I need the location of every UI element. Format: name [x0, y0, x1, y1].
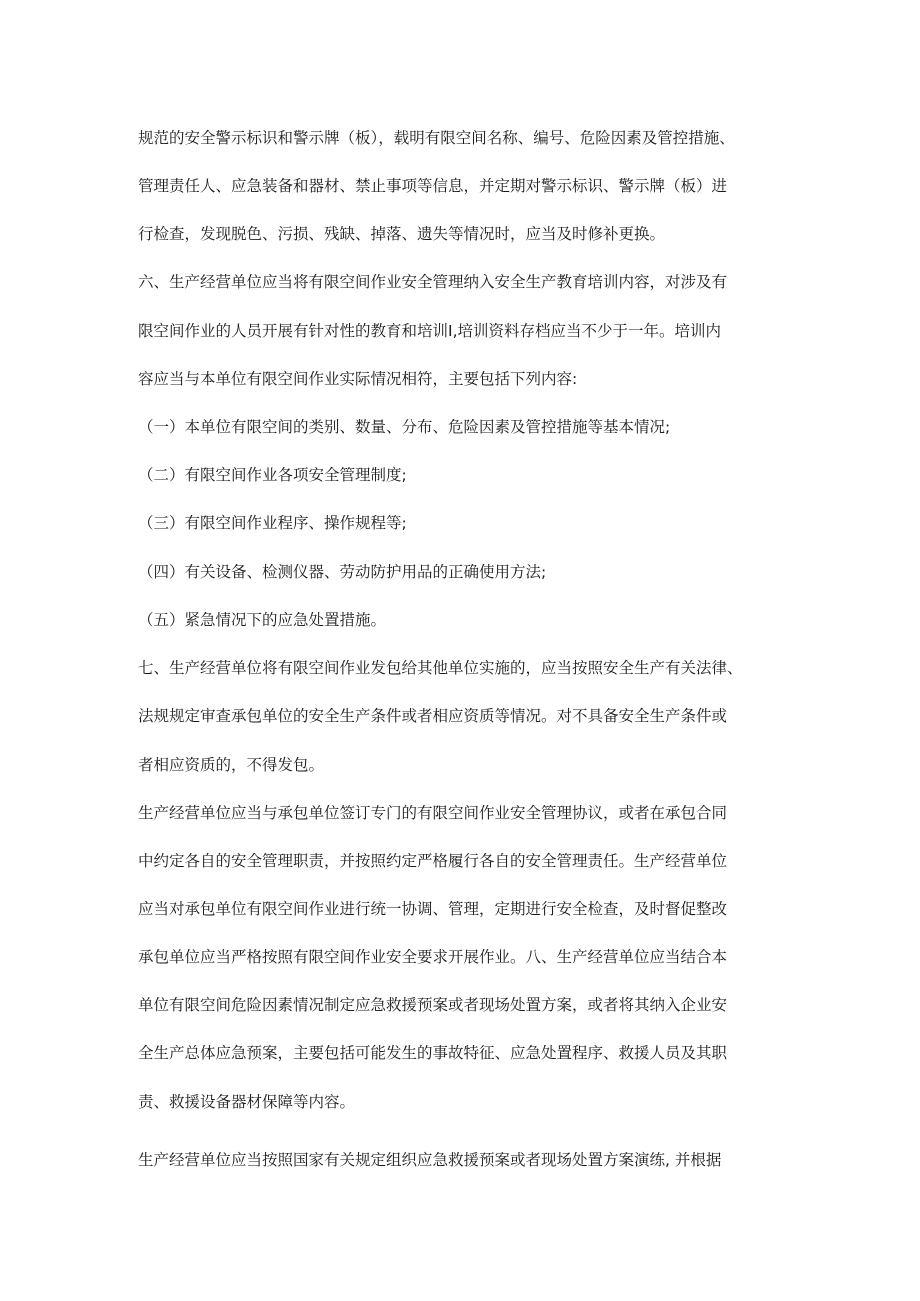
- text-line: 者相应资质的，不得发包。: [138, 756, 325, 774]
- text-line: 全生产总体应急预案，主要包括可能发生的事故特征、应急处置程序、救援人员及其职: [138, 1044, 728, 1062]
- list-item: （二）有限空间作业各项安全管理制度;: [138, 466, 407, 484]
- text-line: 中约定各自的安全管理职责，并按照约定严格履行各自的安全管理责任。生产经营单位: [138, 852, 728, 870]
- text-line: 生产经营单位应当与承包单位签订专门的有限空间作业安全管理协议，或者在承包合同: [138, 804, 728, 822]
- text-line: 限空间作业的人员开展有针对性的教育和培训I,培训资料存档应当不少于一年。培训内: [138, 322, 722, 340]
- text-line: 责、救援设备器材保障等内容。: [138, 1093, 356, 1111]
- text-line: 生产经营单位应当按照国家有关规定组织应急救援预案或者现场处置方案演练, 并根据: [138, 1151, 722, 1169]
- text-line: 法规规定审查承包单位的安全生产条件或者相应资质等情况。对不具备安全生产条件或: [138, 707, 728, 725]
- text-line: 七、生产经营单位将有限空间作业发包给其他单位实施的，应当按照安全生产有关法律、: [138, 659, 743, 677]
- text-line: 规范的安全警示标识和警示牌（板），载明有限空间名称、编号、危险因素及管控措施、: [138, 129, 735, 147]
- text-line: 管理责任人、应急装备和器材、禁止事项等信息，并定期对警示标识、警示牌（板）进: [138, 177, 728, 195]
- text-line: 容应当与本单位有限空间作业实际情况相符，主要包括下列内容:: [138, 370, 578, 388]
- text-line: 行检查，发现脱色、污损、残缺、掉落、遗失等情况时，应当及时修补更换。: [138, 225, 666, 243]
- text-line: 承包单位应当严格按照有限空间作业安全要求开展作业。八、生产经营单位应当结合本: [138, 948, 728, 966]
- text-line: 单位有限空间危险因素情况制定应急救援预案或者现场处置方案，或者将其纳入企业安: [138, 996, 728, 1014]
- list-item: （三）有限空间作业程序、操作规程等;: [138, 514, 407, 532]
- list-item: （一）本单位有限空间的类别、数量、分布、危险因素及管控措施等基本情况;: [138, 418, 671, 436]
- list-item: （五）紧急情况下的应急处置措施。: [138, 611, 387, 629]
- text-line: 应当对承包单位有限空间作业进行统一协调、管理，定期进行安全检查，及时督促整改: [138, 900, 728, 918]
- text-line: 六、生产经营单位应当将有限空间作业安全管理纳入安全生产教育培训内容，对涉及有: [138, 273, 728, 291]
- list-item: （四）有关设备、检测仪器、劳动防护用品的正确使用方法;: [138, 563, 547, 581]
